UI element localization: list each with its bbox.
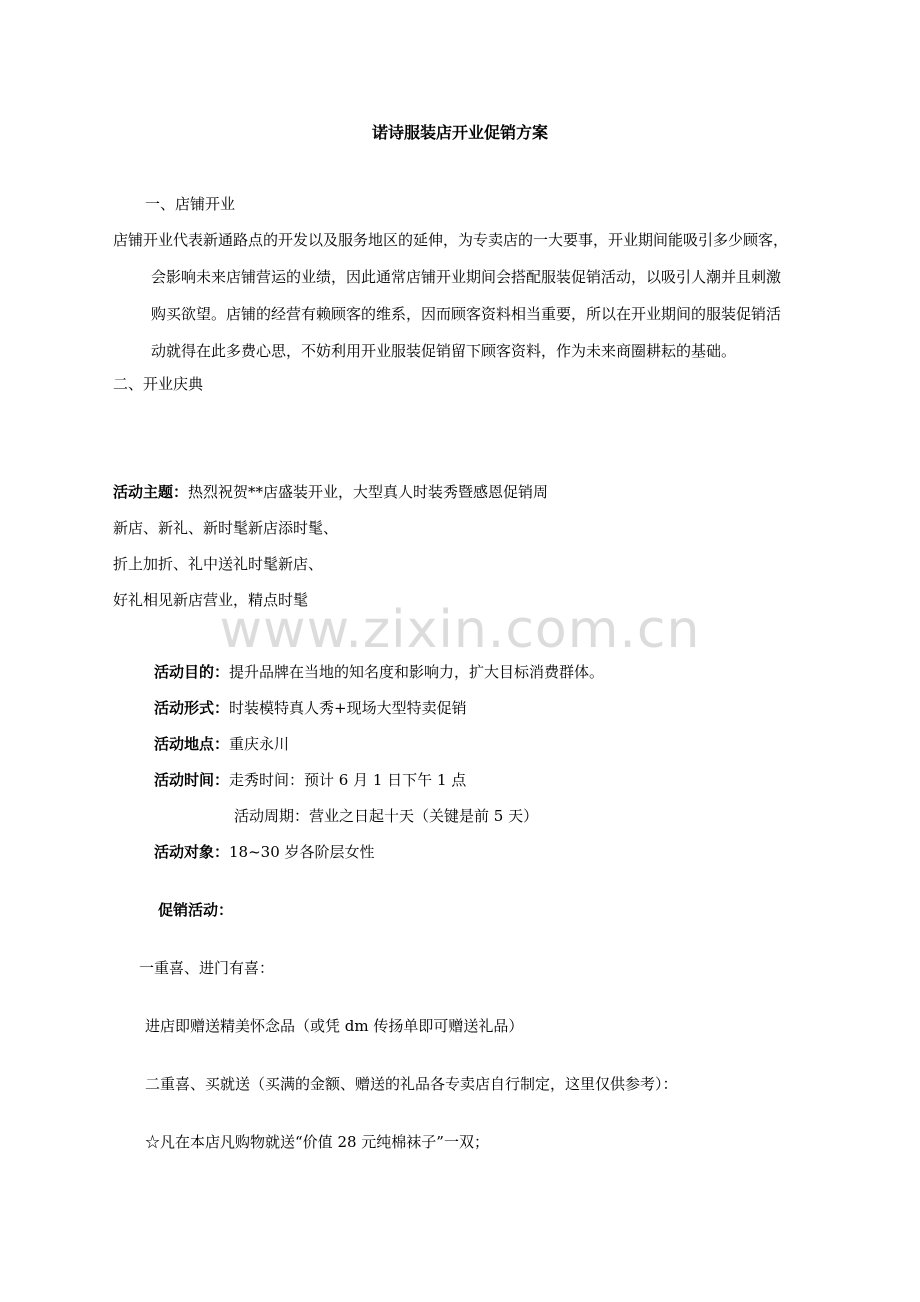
form-label: 活动形式：: [154, 699, 230, 717]
target-line: [154, 842, 375, 862]
promo-item1-heading: 一重喜、进门有喜：: [139, 959, 275, 977]
purpose-line: [154, 662, 604, 682]
promo-item2-bullet: ☆凡在本店凡购物就送“价值 28 元纯棉袜子”一双；: [145, 1133, 489, 1151]
place-line: [154, 734, 289, 754]
place-label: 活动地点：: [154, 735, 230, 753]
time-value: 走秀时间：预计 6 月 1 日下午 1 点: [229, 771, 467, 789]
time-line: [154, 770, 466, 790]
period-line: 活动周期：营业之日起十天（关键是前 5 天）: [234, 807, 539, 825]
theme-value: 热烈祝贺**店盛装开业，大型真人时装秀暨感恩促销周: [188, 483, 549, 501]
document-title: 诺诗服装店开业促销方案: [371, 123, 548, 142]
theme-label: 活动主题：: [113, 483, 189, 501]
target-label: 活动对象：: [154, 843, 230, 861]
section2-heading: 二、开业庆典: [113, 375, 204, 393]
time-label: 活动时间：: [154, 771, 230, 789]
slogan-line: 新店、新礼、新时髦新店添时髦、: [113, 519, 339, 537]
section1-paragraph: [113, 222, 843, 370]
paragraph-line: 店铺开业代表新通路点的开发以及服务地区的延伸，为专卖店的一大要事，开业期间能吸引多少顾客，: [113, 231, 789, 249]
paragraph-line: 会影响未来店铺营运的业绩，因此通常店铺开业期间会搭配服装促销活动，以吸引人潮并且刺激: [151, 268, 782, 286]
watermark: www.zixin.com.cn: [219, 600, 701, 660]
slogan-line: 折上加折、礼中送礼时髦新店、: [113, 555, 324, 573]
purpose-label: 活动目的：: [154, 663, 230, 681]
paragraph-line: 动就得在此多费心思，不妨利用开业服装促销留下顾客资料，作为未来商圈耕耘的基础。: [151, 342, 737, 360]
promo-heading: 促销活动：: [158, 901, 234, 919]
form-value: 时装模特真人秀+现场大型特卖促销: [229, 699, 467, 717]
slogan-line: 好礼相见新店营业，精点时髦: [113, 591, 309, 609]
section1-heading: 一、店铺开业: [145, 195, 236, 213]
target-value: 18~30 岁各阶层女性: [229, 843, 375, 861]
purpose-value: 提升品牌在当地的知名度和影响力，扩大目标消费群体。: [229, 663, 605, 681]
paragraph-line: 购买欲望。店铺的经营有赖顾客的维系，因而顾客资料相当重要，所以在开业期间的服装促销活: [151, 305, 782, 323]
promo-item1-text: 进店即赠送精美怀念品（或凭 dm 传扬单即可赠送礼品）: [145, 1017, 524, 1035]
theme-line: [113, 482, 548, 502]
form-line: [154, 698, 467, 718]
place-value: 重庆永川: [229, 735, 290, 753]
promo-item2-heading: 二重喜、买就送（买满的金额、赠送的礼品各专卖店自行制定，这里仅供参考）：: [145, 1075, 678, 1093]
